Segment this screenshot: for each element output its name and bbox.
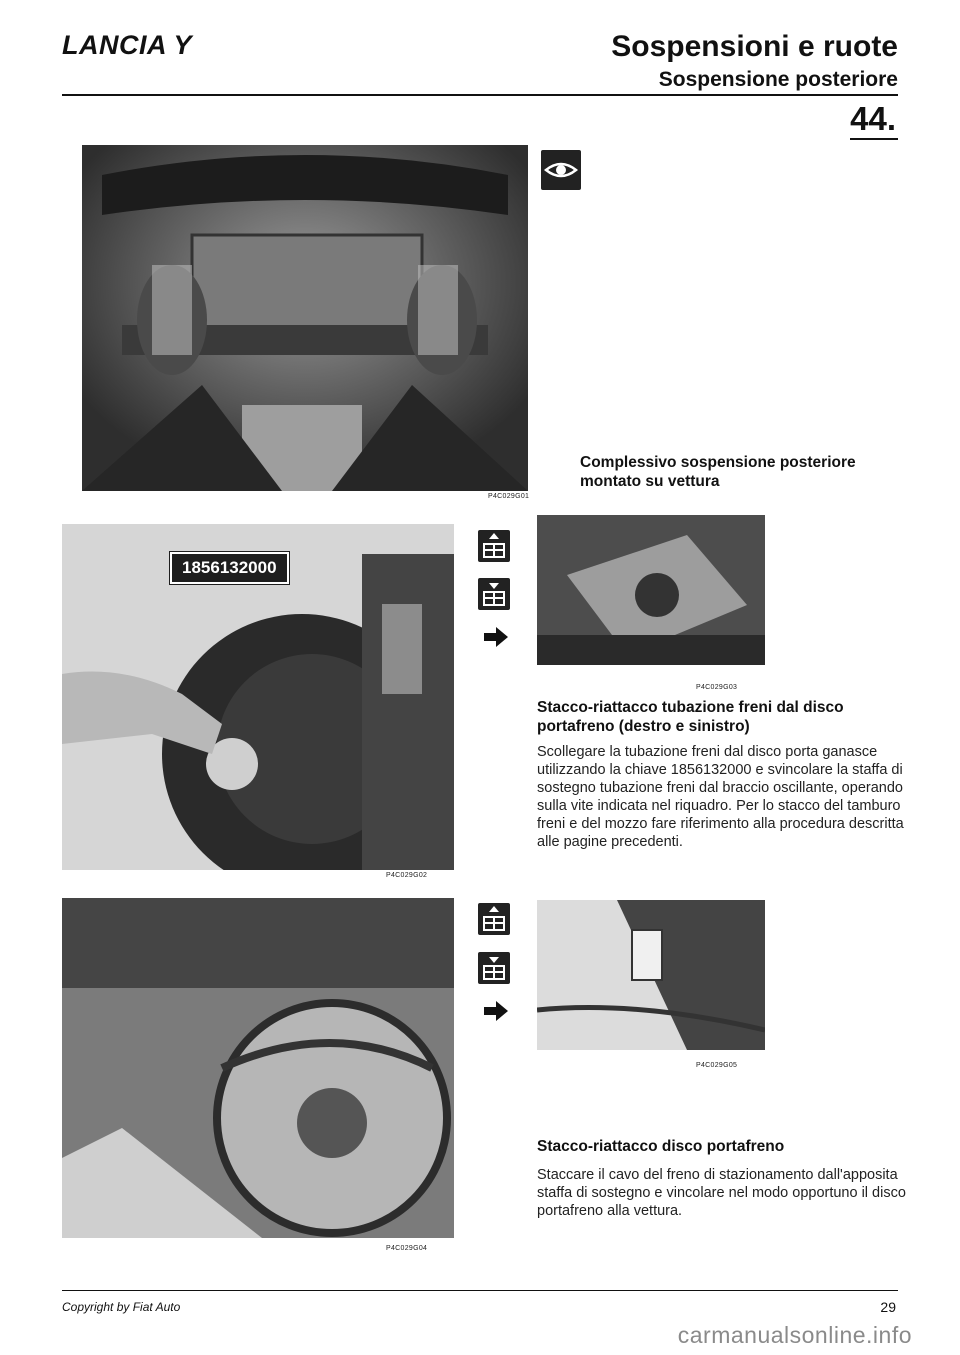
footer-rule bbox=[62, 1290, 898, 1291]
refit-icon bbox=[478, 578, 510, 610]
photo-code-3: P4C029G03 bbox=[696, 684, 738, 691]
page-number: 29 bbox=[880, 1299, 896, 1315]
chapter-subtitle: Sospensione posteriore bbox=[658, 68, 898, 91]
section2-body: Staccare il cavo del freno di stazionamento dall'apposita staffa di sostegno e vincolare nel modo opportuno il disco portafreno alla vettura. bbox=[537, 1167, 906, 1219]
photo-code-1: P4C029G01 bbox=[488, 493, 530, 500]
photo-brake-pipe-detail bbox=[537, 515, 765, 665]
header-rule bbox=[62, 94, 898, 96]
copyright: Copyright by Fiat Auto bbox=[62, 1300, 181, 1314]
section-rule bbox=[850, 138, 898, 140]
eye-view-icon bbox=[541, 150, 581, 190]
brand-title: LANCIA Y bbox=[62, 30, 193, 60]
removal-icon-2 bbox=[478, 903, 510, 935]
photo-code-2: P4C029G02 bbox=[386, 872, 428, 879]
tool-part-number-label: 1856132000 bbox=[170, 552, 289, 584]
watermark: carmanualsonline.info bbox=[677, 1322, 912, 1348]
photo-code-5: P4C029G05 bbox=[696, 1062, 738, 1069]
section1-title: Stacco-riattacco tubazione freni dal disco portafreno (destro e sinistro) bbox=[537, 699, 844, 735]
photo-code-4: P4C029G04 bbox=[386, 1245, 428, 1252]
section1-body: Scollegare la tubazione freni dal disco porta ganasce utilizzando la chiave 1856132000 e svincolare la staffa di sostegno tubazione freni dal braccio oscillante, operando sulla vite indicata nel riquadro. Per lo stacco del tamburo freni e del mozzo fare riferimento alla procedura descritta alle pagine precedenti. bbox=[537, 744, 904, 850]
photo-suspension-overview bbox=[82, 145, 528, 491]
arrow-right-icon bbox=[482, 626, 510, 653]
overview-caption: Complessivo sospensione posteriore montato su vettura bbox=[580, 454, 856, 490]
arrow-right-icon-2 bbox=[482, 1000, 510, 1027]
section2-title: Stacco-riattacco disco portafreno bbox=[537, 1138, 785, 1155]
chapter-title: Sospensioni e ruote bbox=[611, 30, 898, 63]
refit-icon-2 bbox=[478, 952, 510, 984]
removal-icon bbox=[478, 530, 510, 562]
photo-parking-cable bbox=[537, 900, 765, 1050]
section-number: 44. bbox=[850, 100, 896, 137]
photo-backing-plate bbox=[62, 898, 454, 1238]
